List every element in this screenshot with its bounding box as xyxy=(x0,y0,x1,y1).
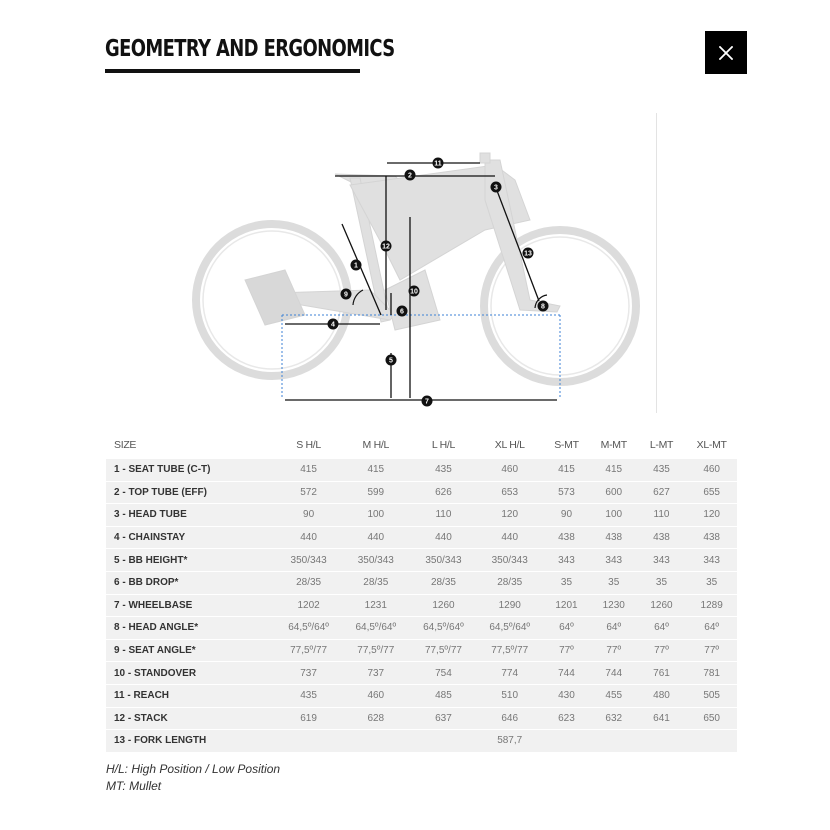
table-cell: 64º xyxy=(542,617,591,640)
table-cell: 28/35 xyxy=(342,571,410,594)
table-header-row xyxy=(106,431,737,459)
table-cell: 455 xyxy=(591,684,637,707)
table-cell: 28/35 xyxy=(477,571,542,594)
row-label: 6 - BB DROP* xyxy=(106,571,275,594)
table-cell: 438 xyxy=(686,526,737,549)
table-cell: 485 xyxy=(410,684,478,707)
table-cell: 350/343 xyxy=(342,549,410,572)
column-header: XL H/L xyxy=(494,438,525,451)
column-header: L H/L xyxy=(431,438,456,451)
table-cell xyxy=(275,730,342,753)
row-label: 7 - WHEELBASE xyxy=(106,594,275,617)
table-cell: 64,5º/64º xyxy=(477,617,542,640)
table-cell: 77º xyxy=(591,639,637,662)
footnote-hl: H/L: High Position / Low Position xyxy=(106,762,281,776)
table-cell: 510 xyxy=(477,684,542,707)
row-label: 10 - STANDOVER xyxy=(106,662,275,685)
table-cell: 77,5º/77 xyxy=(275,639,342,662)
column-header: L-MT xyxy=(649,438,674,451)
table-cell: 761 xyxy=(637,662,687,685)
table-cell: 28/35 xyxy=(410,571,478,594)
table-cell: 460 xyxy=(686,459,737,482)
marker-11: 11 xyxy=(434,160,442,168)
table-cell: 1289 xyxy=(686,594,737,617)
marker-6: 6 xyxy=(400,308,404,316)
table-cell: 35 xyxy=(686,571,737,594)
table-cell: 415 xyxy=(542,459,591,482)
table-cell: 1260 xyxy=(410,594,478,617)
table-cell: 435 xyxy=(410,459,478,482)
table-cell: 600 xyxy=(591,481,637,504)
table-cell: 505 xyxy=(686,684,737,707)
table-cell: 77º xyxy=(686,639,737,662)
table-cell: 343 xyxy=(542,549,591,572)
table-cell: 415 xyxy=(342,459,410,482)
table-row xyxy=(106,707,737,730)
row-label: 11 - REACH xyxy=(106,684,275,707)
table-cell: 343 xyxy=(591,549,637,572)
table-cell: 744 xyxy=(591,662,637,685)
table-cell: 1260 xyxy=(637,594,687,617)
table-cell: 350/343 xyxy=(410,549,478,572)
table-cell xyxy=(410,730,478,753)
table-cell: 774 xyxy=(477,662,542,685)
marker-8: 8 xyxy=(541,303,545,311)
table-row xyxy=(106,481,737,504)
row-label: 1 - SEAT TUBE (C-T) xyxy=(106,459,275,482)
table-row xyxy=(106,594,737,617)
table-row xyxy=(106,549,737,572)
row-label: 8 - HEAD ANGLE* xyxy=(106,617,275,640)
table-cell: 120 xyxy=(686,504,737,527)
row-label: 13 - FORK LENGTH xyxy=(106,730,275,753)
geometry-table xyxy=(106,431,737,753)
table-cell: 64,5º/64º xyxy=(410,617,478,640)
table-cell: 754 xyxy=(410,662,478,685)
table-cell: 1231 xyxy=(342,594,410,617)
table-cell xyxy=(342,730,410,753)
table-cell: 110 xyxy=(637,504,687,527)
table-cell: 64º xyxy=(686,617,737,640)
table-cell: 64,5º/64º xyxy=(342,617,410,640)
table-cell: 573 xyxy=(542,481,591,504)
table-row xyxy=(106,459,737,482)
table-cell: 77,5º/77 xyxy=(410,639,478,662)
table-cell: 655 xyxy=(686,481,737,504)
table-cell: 35 xyxy=(591,571,637,594)
close-button[interactable] xyxy=(705,31,747,74)
size-header: SIZE xyxy=(114,438,137,451)
table-cell: 28/35 xyxy=(275,571,342,594)
title-underline xyxy=(105,69,360,73)
table-cell: 438 xyxy=(637,526,687,549)
table-row xyxy=(106,617,737,640)
table-cell: 737 xyxy=(275,662,342,685)
table-cell: 77º xyxy=(637,639,687,662)
footnote-mt: MT: Mullet xyxy=(106,779,162,793)
table-cell: 438 xyxy=(591,526,637,549)
table-cell: 77,5º/77 xyxy=(477,639,542,662)
marker-9: 9 xyxy=(344,291,348,299)
row-label: 12 - STACK xyxy=(106,707,275,730)
bike-geometry-diagram xyxy=(185,140,660,415)
table-cell: 637 xyxy=(410,707,478,730)
table-cell: 350/343 xyxy=(477,549,542,572)
column-header: S H/L xyxy=(296,438,321,451)
table-cell: 120 xyxy=(477,504,542,527)
table-cell: 646 xyxy=(477,707,542,730)
table-cell: 440 xyxy=(342,526,410,549)
marker-7: 7 xyxy=(425,398,429,406)
table-cell: 90 xyxy=(275,504,342,527)
table-cell: 90 xyxy=(542,504,591,527)
table-cell: 572 xyxy=(275,481,342,504)
table-cell: 110 xyxy=(410,504,478,527)
table-cell xyxy=(637,730,687,753)
table-cell: 440 xyxy=(275,526,342,549)
table-cell: 641 xyxy=(637,707,687,730)
table-cell: 737 xyxy=(342,662,410,685)
table-cell: 64,5º/64º xyxy=(275,617,342,640)
table-cell: 343 xyxy=(637,549,687,572)
row-label: 9 - SEAT ANGLE* xyxy=(106,639,275,662)
table-cell: 77º xyxy=(542,639,591,662)
marker-5: 5 xyxy=(389,357,393,365)
table-row xyxy=(106,571,737,594)
table-cell: 587,7 xyxy=(477,730,542,753)
table-cell: 415 xyxy=(275,459,342,482)
table-cell: 440 xyxy=(477,526,542,549)
table-cell: 619 xyxy=(275,707,342,730)
marker-10: 10 xyxy=(410,288,418,296)
table-cell: 35 xyxy=(542,571,591,594)
column-header: M H/L xyxy=(362,438,390,451)
table-cell: 626 xyxy=(410,481,478,504)
table-cell: 781 xyxy=(686,662,737,685)
table-cell: 1230 xyxy=(591,594,637,617)
table-cell: 77,5º/77 xyxy=(342,639,410,662)
table-cell: 435 xyxy=(637,459,687,482)
column-header: S-MT xyxy=(554,438,579,451)
marker-3: 3 xyxy=(494,184,498,192)
table-cell: 627 xyxy=(637,481,687,504)
table-row xyxy=(106,639,737,662)
table-cell: 599 xyxy=(342,481,410,504)
table-row xyxy=(106,504,737,527)
row-label: 2 - TOP TUBE (EFF) xyxy=(106,481,275,504)
row-label: 5 - BB HEIGHT* xyxy=(106,549,275,572)
table-cell: 628 xyxy=(342,707,410,730)
table-cell: 650 xyxy=(686,707,737,730)
marker-2: 2 xyxy=(408,172,412,180)
table-cell: 415 xyxy=(591,459,637,482)
table-cell xyxy=(542,730,591,753)
table-cell: 343 xyxy=(686,549,737,572)
column-header: M-MT xyxy=(600,438,627,451)
table-cell: 64º xyxy=(591,617,637,640)
table-cell: 64º xyxy=(637,617,687,640)
table-cell: 430 xyxy=(542,684,591,707)
table-cell: 100 xyxy=(342,504,410,527)
table-row xyxy=(106,662,737,685)
table-row xyxy=(106,730,737,753)
table-cell: 1290 xyxy=(477,594,542,617)
table-cell: 350/343 xyxy=(275,549,342,572)
close-icon xyxy=(719,46,733,60)
table-cell: 460 xyxy=(477,459,542,482)
table-cell: 623 xyxy=(542,707,591,730)
row-label: 4 - CHAINSTAY xyxy=(106,526,275,549)
marker-4: 4 xyxy=(331,321,335,329)
marker-1: 1 xyxy=(354,262,358,270)
row-label: 3 - HEAD TUBE xyxy=(106,504,275,527)
table-cell: 460 xyxy=(342,684,410,707)
column-header: XL-MT xyxy=(696,438,727,451)
table-cell: 435 xyxy=(275,684,342,707)
table-cell: 480 xyxy=(637,684,687,707)
page-title: GEOMETRY AND ERGONOMICS xyxy=(105,36,395,62)
table-cell xyxy=(591,730,637,753)
marker-12: 12 xyxy=(382,243,390,251)
table-cell: 440 xyxy=(410,526,478,549)
table-cell: 653 xyxy=(477,481,542,504)
table-cell: 1201 xyxy=(542,594,591,617)
marker-13: 13 xyxy=(524,250,532,258)
table-row xyxy=(106,684,737,707)
table-cell: 438 xyxy=(542,526,591,549)
table-row xyxy=(106,526,737,549)
table-cell xyxy=(686,730,737,753)
table-cell: 35 xyxy=(637,571,687,594)
table-cell: 744 xyxy=(542,662,591,685)
table-cell: 100 xyxy=(591,504,637,527)
table-cell: 1202 xyxy=(275,594,342,617)
table-cell: 632 xyxy=(591,707,637,730)
